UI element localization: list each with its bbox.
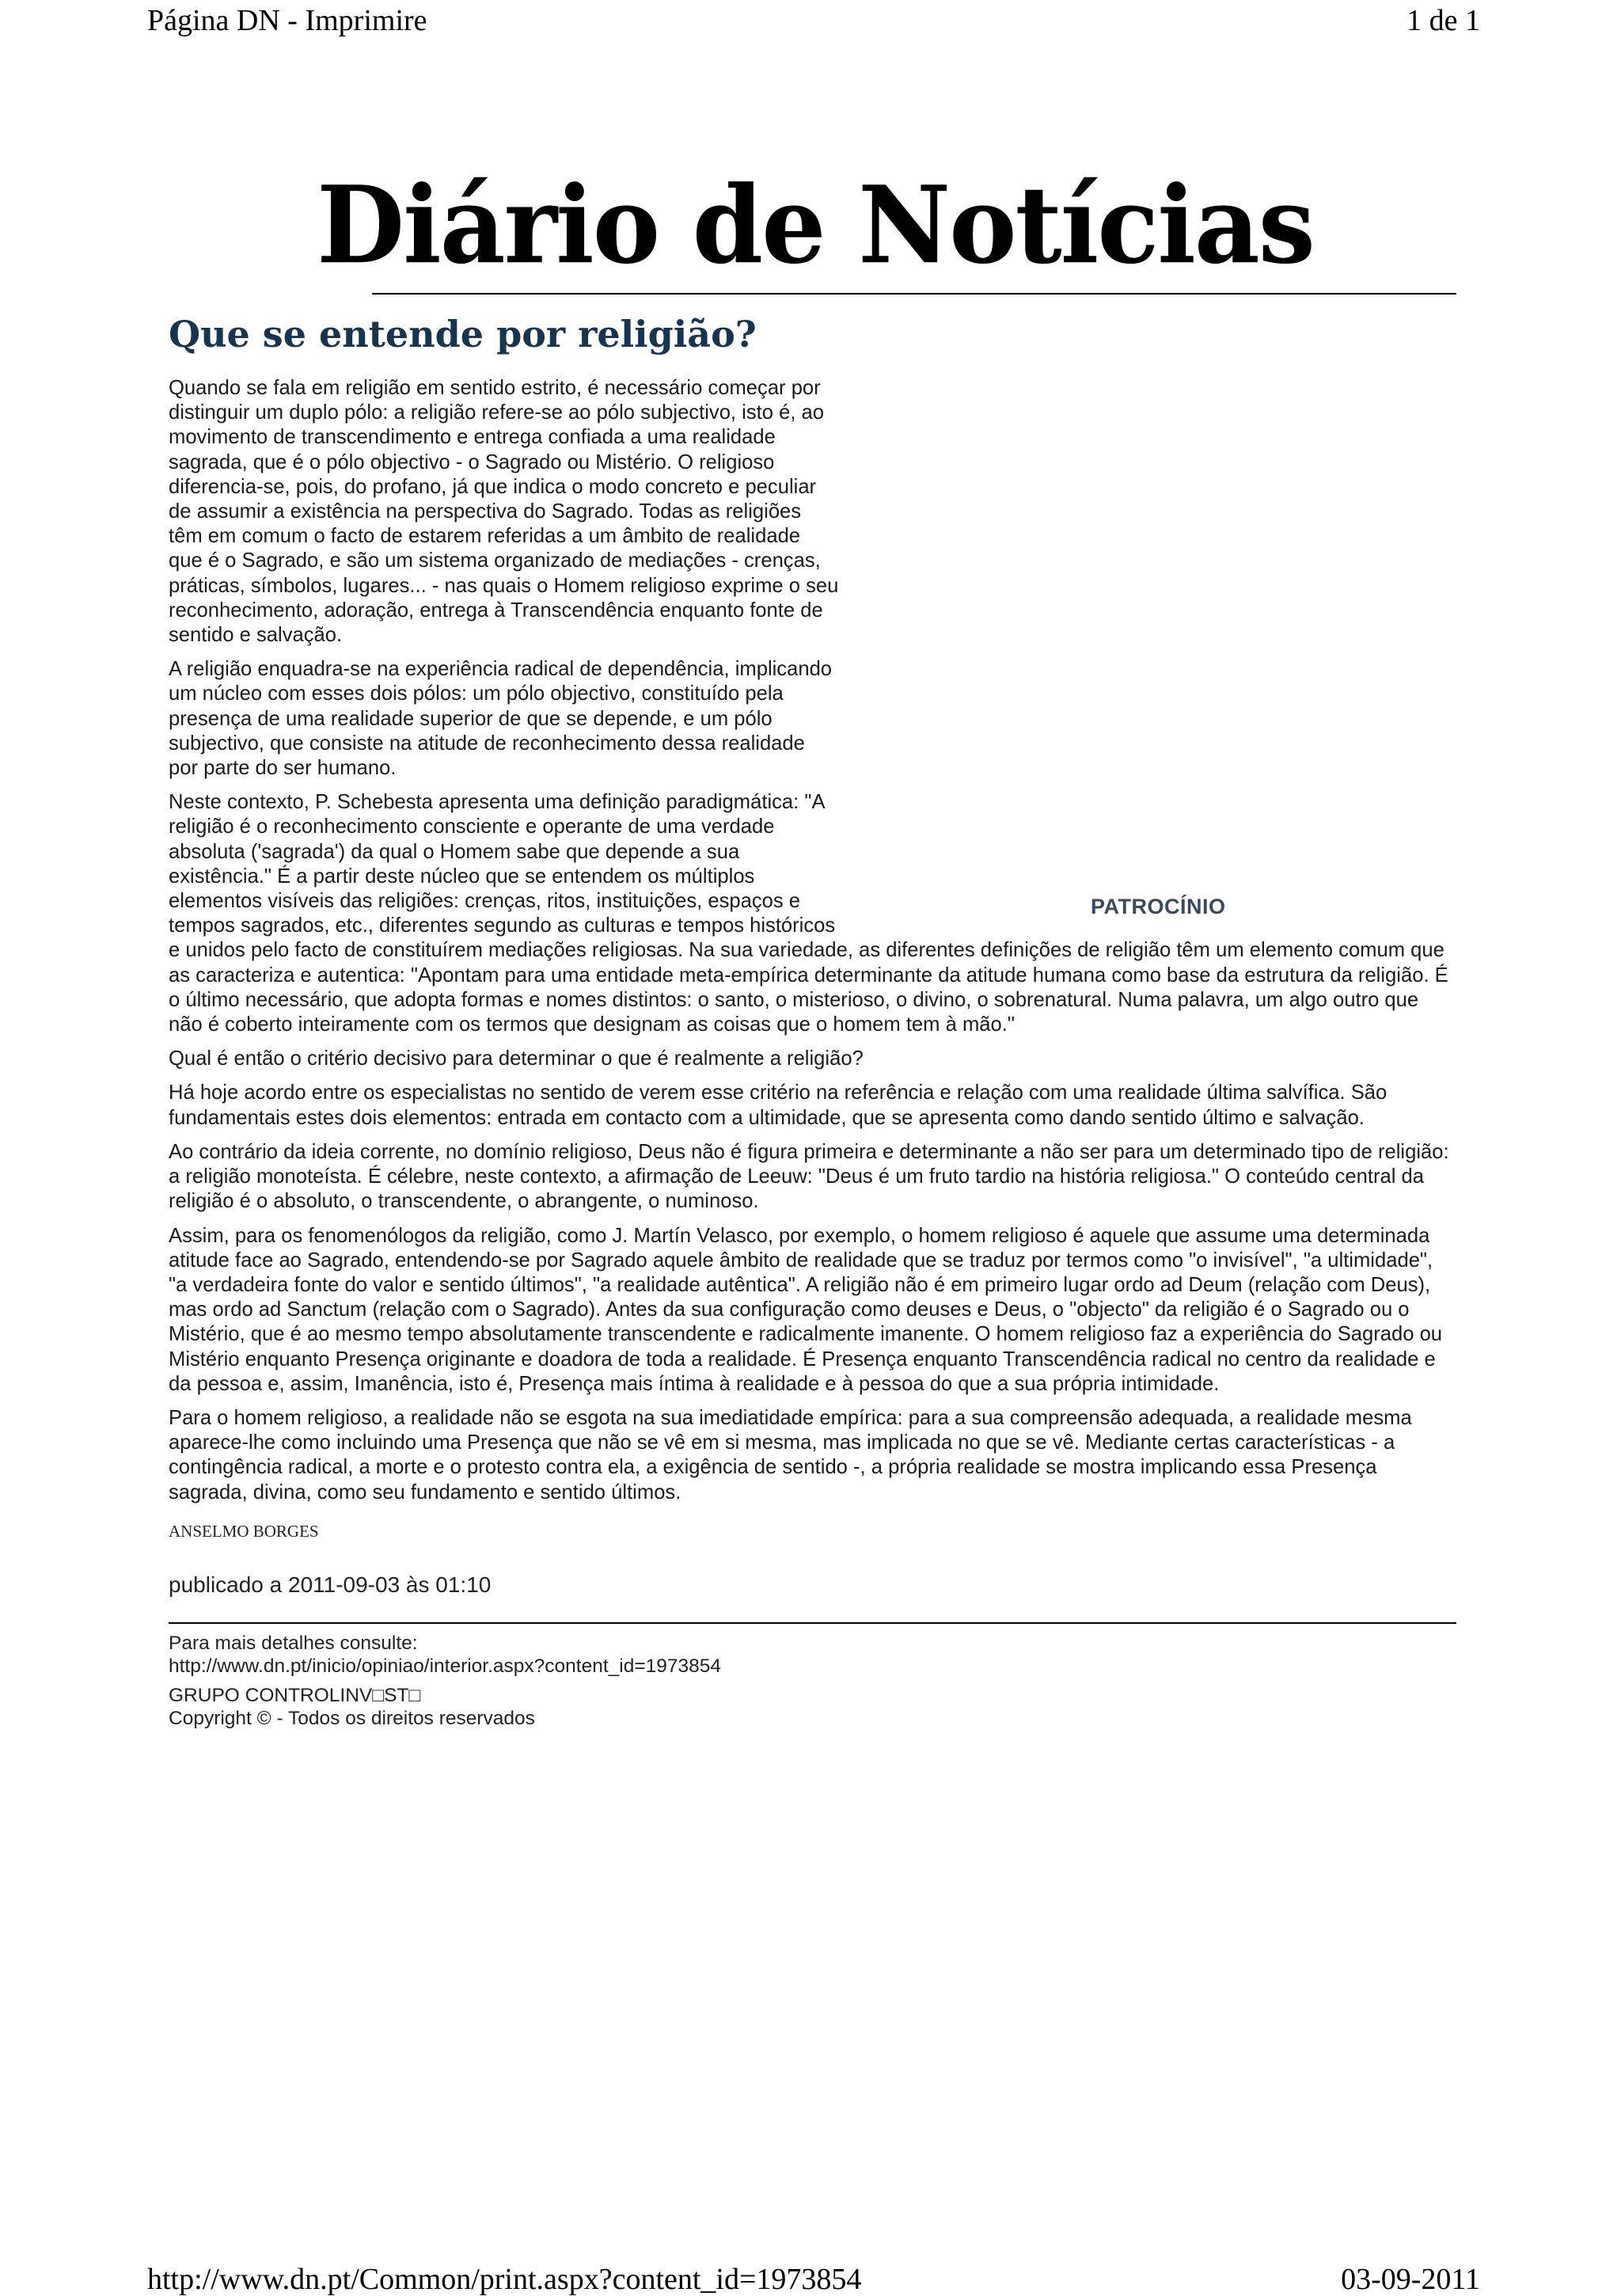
copyright-text: Copyright © - Todos os direitos reservados — [169, 1708, 535, 1730]
group-name: GRUPO CONTROLINV□ST□ — [169, 1685, 421, 1707]
footer-divider — [169, 1622, 1456, 1624]
article-headline: Que se entende por religião? — [169, 313, 757, 355]
article-author: ANSELMO BORGES — [169, 1521, 319, 1541]
masthead-divider — [372, 293, 1456, 295]
newspaper-logo-text: Diário de Notícias — [317, 163, 1314, 288]
copyright-block — [169, 1684, 1456, 1730]
details-block — [169, 1632, 1456, 1678]
sponsor-label: PATROCÍNIO — [1091, 895, 1226, 918]
print-page-count: 1 de 1 — [1407, 4, 1480, 37]
print-url: http://www.dn.pt/Common/print.aspx?content_id=1973854 — [147, 2263, 862, 2296]
print-header — [0, 0, 1621, 41]
print-page-title: Página DN - Imprimire — [147, 4, 427, 37]
newspaper-logo — [317, 163, 1314, 288]
article-paragraph: Há hoje acordo entre os especialistas no sentido de verem esse critério na referência e relação com uma realidade última salvífica. São fundamentais estes dois elementos: entrada em contacto com a ultimidade, que se apresenta como dando sentido último e salvação. — [169, 1081, 1388, 1129]
article-paragraph: Assim, para os fenomenólogos da religião, como J. Martín Velasco, por exemplo, o homem religioso é aquele que assume uma determinada atitude face ao Sagrado, entendendo-se por Sagrado aquele âmbito de realidade que se traduz por termos como "o invisível", "a ultimidade", "a verdadeira fonte do valor e sentido últimos", "a realidade autêntica". A religião não é em primeiro lugar ordo ad Deum (relação com Deus), mas ordo ad Sanctum (relação com o Sagrado). Antes da sua configuração como deuses e Deus, o "objecto" da religião é o Sagrado ou o Mistério, que é ao mesmo tempo absolutamente transcendente e radicalmente imanente. O homem religioso faz a experiência do Sagrado ou Mistério enquanto Presença originante e doadora de toda a realidade. É Presença enquanto Transcendência radical no centro da realidade e da pessoa e, assim, Imanência, isto é, Presença mais íntima à realidade e à pessoa do que a sua própria intimidade. — [169, 1224, 1443, 1395]
print-date: 03-09-2011 — [1341, 2263, 1480, 2296]
article-paragraph: Ao contrário da ideia corrente, no domínio religioso, Deus não é figura primeira e determinante a não ser para um determinado tipo de religião: a religião monoteísta. É célebre, neste contexto, a afirmação de Leeuw: "Deus é um fruto tardio na história religiosa." O conteúdo central da religião é o absoluto, o transcendente, o abrangente, o numinoso. — [169, 1140, 1449, 1213]
details-label: Para mais detalhes consulte: — [169, 1633, 418, 1655]
article-paragraph: Qual é então o critério decisivo para determinar o que é realmente a religião? — [169, 1047, 864, 1070]
details-link[interactable]: http://www.dn.pt/inicio/opiniao/interior.aspx?content_id=1973854 — [169, 1655, 722, 1678]
article-paragraph: A religião enquadra-se na experiência radical de dependência, implicando um núcleo com esses dois pólos: um pólo objectivo, constituído pela presença de uma realidade superior de que se depende, e um pólo subjectivo, que consiste na atitude de reconhecimento dessa realidade por parte do ser humano. — [169, 658, 833, 780]
print-footer — [0, 2264, 1621, 2294]
article-paragraph: Para o homem religioso, a realidade não se esgota na sua imediatidade empírica: para a sua compreensão adequada, a realidade mesma aparece-lhe como incluindo uma Presença que não se vê em si mesma, mas implicada no que se vê. Mediante certas características - a contingência radical, a morte e o protesto contra ela, a exigência de sentido -, a própria realidade se mostra implicando essa Presença sagrada, divina, como seu fundamento e sentido últimos. — [169, 1406, 1412, 1503]
article-paragraph: Quando se fala em religião em sentido estrito, é necessário começar por distinguir um duplo pólo: a religião refere-se ao pólo subjectivo, isto é, ao movimento de transcendimento e entrega confiada a uma realidade sagrada, que é o pólo objectivo - o Sagrado ou Mistério. O religioso diferencia-se, pois, do profano, já que indica o modo concreto e peculiar de assumir a existência na perspectiva do Sagrado. Todas as religiões têm em comum o facto de estarem referidas a um âmbito de realidade que é o Sagrado, e são um sistema organizado de mediações - crenças, práticas, símbolos, lugares... - nas quais o Homem religioso exprime o seu reconhecimento, adoração, entrega à Transcendência enquanto fonte de sentido e salvação. — [169, 377, 839, 647]
publish-date: publicado a 2011-09-03 às 01:10 — [169, 1572, 492, 1597]
ad-space — [839, 376, 1456, 922]
footer-info — [169, 1632, 1456, 1730]
article-paragraph: Neste contexto, P. Schebesta apresenta uma definição paradigmática: "A religião é o reconhecimento consciente e operante de uma verdade absoluta ('sagrada') da qual o Homem sabe que depende a sua existência." É a partir deste núcleo que se entendem os múltiplos elementos visíveis das religiões: crenças, ritos, instituições, espaços e tempos sagrados, etc., diferentes segundo as culturas e tempos históricos e unidos pelo facto de constituírem mediações religiosas. Na sua variedade, as diferentes definições de religião têm um elemento comum que as caracteriza e autentica: "Apontam para uma entidade meta-empírica determinante da atitude humana como base da estrutura da religião. É o último necessário, que adopta formas e nomes distintos: o santo, o misterioso, o divino, o sobrenatural. Numa palavra, um algo outro que não é coberto inteiramente com os termos que designam as coisas que o homem tem à mão." — [169, 791, 1448, 1036]
article-body — [169, 376, 1456, 1736]
